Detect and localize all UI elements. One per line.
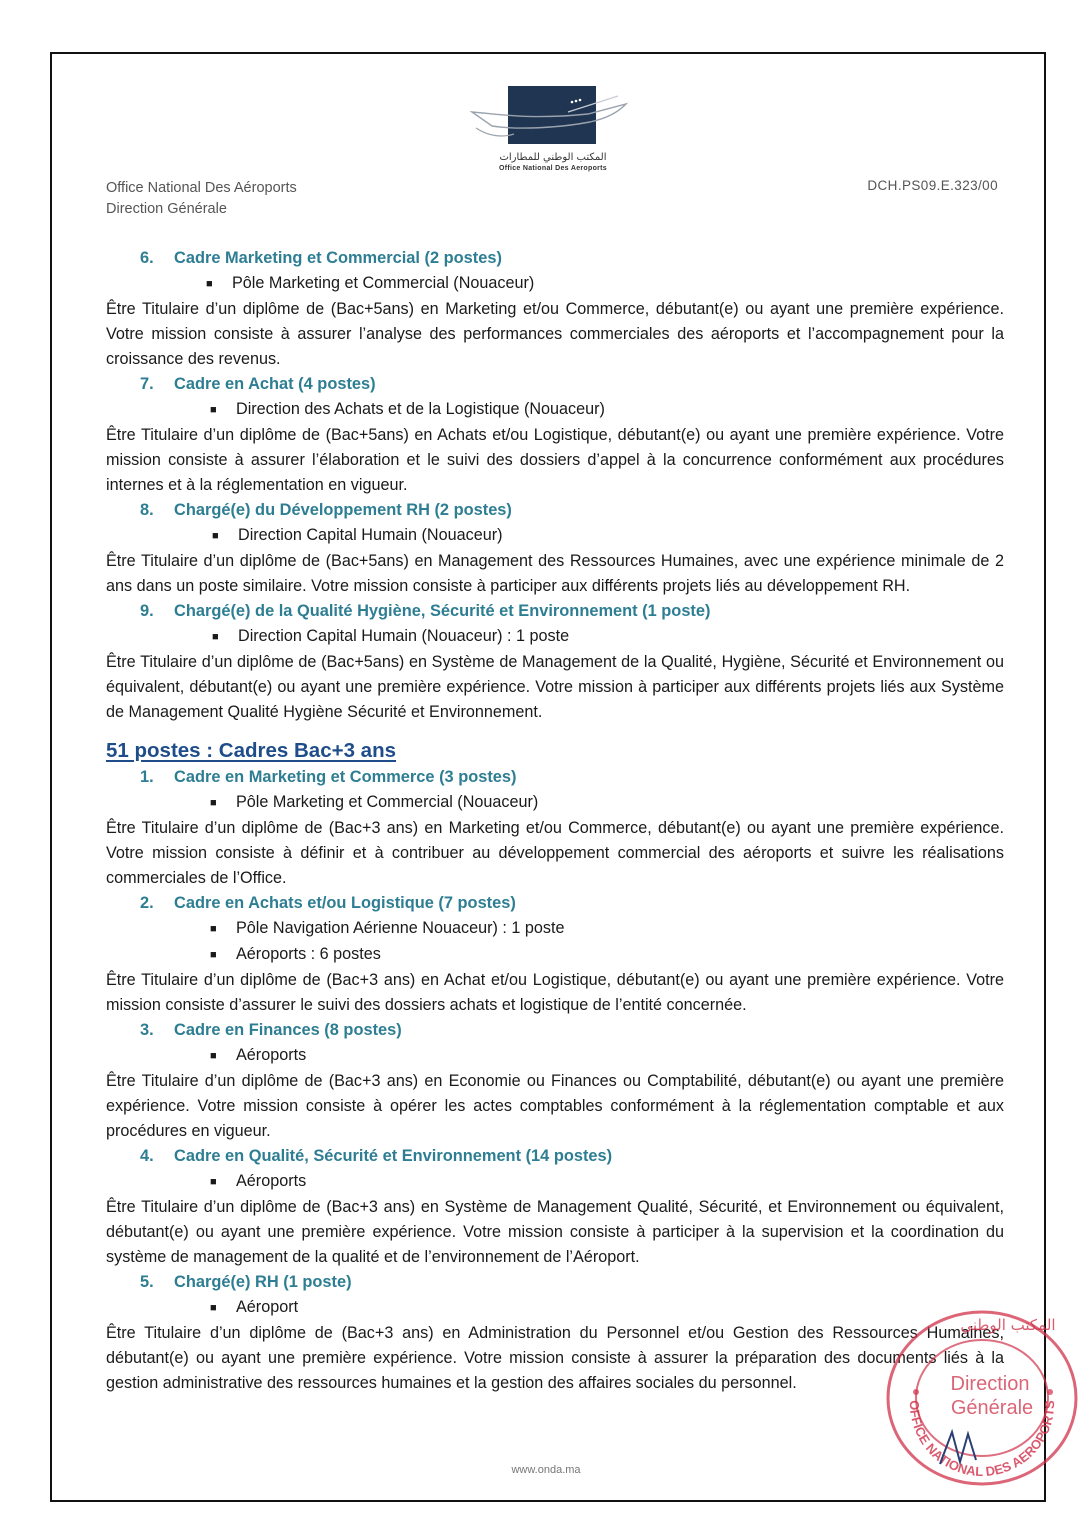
job-location: ■ Aéroports — [106, 1169, 1004, 1195]
footer-website: www.onda.ma — [511, 1464, 581, 1476]
job-description: Être Titulaire d’un diplôme de (Bac+3 ans) en Administration du Personnel et/ou Gestion des Ressources Humaines, débutant(e) ou ayant une première expérience. Votre mission consiste à assurer la préparation des documents liés à la gestion administrative des ressources humaines et la gestion des affaires sociales du personnel. — [106, 1324, 1004, 1392]
job-item — [106, 891, 1004, 1018]
stamp-star-icon — [1047, 1389, 1053, 1395]
job-description: Être Titulaire d’un diplôme de (Bac+5ans) en Marketing et/ou Commerce, débutant(e) ou ayant une première expérience. Votre mission consiste à assurer l’analyse des performances commerciales des aéroports et l’accompagnement pour la croissance des revenus. — [106, 300, 1004, 368]
section-heading: 51 postes : Cadres Bac+3 ans — [106, 739, 396, 762]
job-location: ■ Pôle Marketing et Commercial (Nouaceur) — [106, 790, 1004, 816]
bullet-icon: ■ — [210, 797, 217, 809]
job-title: 2. Cadre en Achats et/ou Logistique (7 postes) — [140, 894, 516, 912]
stamp-inner-line2: Générale — [950, 1397, 1034, 1419]
job-description: Être Titulaire d’un diplôme de (Bac+5ans) en Management des Ressources Humaines, avec une expérience minimale de 2 ans dans un poste similaire. Votre mission consiste à participer aux différents projets liés au développement RH. — [106, 552, 1004, 595]
job-location: ■ Direction Capital Humain (Nouaceur) : 1 poste — [106, 624, 1004, 650]
page-content — [106, 246, 1004, 1396]
job-description: Être Titulaire d’un diplôme de (Bac+3 ans) en Economie ou Finances ou Comptabilité, débutant(e) ou ayant une première expérience. Votre mission consiste à opérer les actes comptables conformément à la réglementation comptable et aux procédures en vigueur. — [106, 1072, 1004, 1140]
stamp-arabic-text: المكتب الوطني — [960, 1316, 1056, 1334]
stamp-inner-line1: Direction — [950, 1373, 1030, 1395]
job-description: Être Titulaire d’un diplôme de (Bac+3 ans) en Marketing et/ou Commerce, débutant(e) ou ayant une première expérience. Votre mission consiste à définir et à contribuer au développement commercial des aéroports et suivre les réalisations commerciales de l’Office. — [106, 819, 1004, 887]
document-reference: DCH.PS09.E.323/00 — [867, 178, 998, 193]
job-item — [106, 1270, 1004, 1396]
bullet-icon: ■ — [210, 1176, 217, 1188]
job-description: Être Titulaire d’un diplôme de (Bac+3 ans) en Système de Management Qualité, Sécurité, et Environnement ou équivalent, débutant(e) ou ayant une première expérience. Votre mission consiste à participer à la supervision et la coordination du système de management de la qualité et de l’environnement de l’Aéroport. — [106, 1198, 1004, 1266]
stamp-star-icon — [913, 1389, 919, 1395]
job-title: 4. Cadre en Qualité, Sécurité et Environnement (14 postes) — [140, 1147, 613, 1165]
job-title: 7. Cadre en Achat (4 postes) — [140, 375, 376, 393]
job-description: Être Titulaire d’un diplôme de (Bac+3 ans) en Achat et/ou Logistique, débutant(e) ou ayant une première expérience. Votre mission consiste d’assurer le suivi des dossiers achats et logistique de l’entité concernée. — [106, 971, 1004, 1014]
job-item — [106, 246, 1004, 372]
job-title: 1. Cadre en Marketing et Commerce (3 postes) — [140, 768, 517, 786]
org-department: Direction Générale — [106, 201, 227, 217]
job-description: Être Titulaire d’un diplôme de (Bac+5ans) en Achats et/ou Logistique, débutant(e) ou ayant une première expérience. Votre mission consiste à assurer l’élaboration et le suivi des dossiers d’appel à la concurrence conformément aux procédures internes et à la réglementation en vigueur. — [106, 426, 1004, 494]
bullet-icon: ■ — [210, 404, 217, 416]
job-item — [106, 1144, 1004, 1270]
job-item — [106, 765, 1004, 891]
job-item — [106, 498, 1004, 599]
job-title: 9. Chargé(e) de la Qualité Hygiène, Sécurité et Environnement (1 poste) — [140, 602, 711, 620]
job-location: ■ Aéroports — [106, 1043, 1004, 1069]
job-location: ■ Direction Capital Humain (Nouaceur) — [106, 523, 1004, 549]
job-title: 3. Cadre en Finances (8 postes) — [140, 1021, 402, 1039]
bullet-icon: ■ — [212, 631, 219, 643]
job-location: ■ Aéroports : 6 postes — [106, 942, 1004, 968]
airplane-logo-icon — [468, 84, 638, 154]
job-title: 5. Chargé(e) RH (1 poste) — [140, 1273, 352, 1291]
stamp-outer-text: OFFICE NATIONAL DES AEROPORTS — [906, 1400, 1058, 1480]
job-location: ■ Pôle Marketing et Commercial (Nouaceur) — [106, 271, 1004, 297]
bullet-icon: ■ — [212, 530, 219, 542]
bullet-icon: ■ — [206, 278, 213, 290]
job-item — [106, 372, 1004, 498]
job-location: ■ Pôle Navigation Aérienne Nouaceur) : 1 poste — [106, 916, 1004, 942]
job-location: ■ Direction des Achats et de la Logistique (Nouaceur) — [106, 397, 1004, 423]
bullet-icon: ■ — [210, 1302, 217, 1314]
job-title: 6. Cadre Marketing et Commercial (2 postes) — [140, 249, 502, 267]
onda-logo — [468, 84, 638, 180]
header-organization — [106, 178, 297, 220]
logo-french-text: Office National Des Aeroports — [498, 165, 607, 172]
bullet-icon: ■ — [210, 923, 217, 935]
job-item — [106, 599, 1004, 725]
job-description: Être Titulaire d’un diplôme de (Bac+5ans) en Système de Management de la Qualité, Hygiène, Sécurité et Environnement ou équivalent, débutant(e) ou ayant une première expérience. Votre mission à participer aux différents projets liés aux Système de Management Qualité Hygiène Sécurité et Environnement. — [106, 653, 1004, 721]
bullet-icon: ■ — [210, 949, 217, 961]
logo-arabic-text: المكتب الوطني للمطارات — [499, 152, 607, 163]
job-location: ■ Aéroport — [106, 1295, 1004, 1321]
bullet-icon: ■ — [210, 1050, 217, 1062]
org-name: Office National Des Aéroports — [106, 180, 297, 196]
job-item — [106, 1018, 1004, 1144]
job-title: 8. Chargé(e) du Développement RH (2 postes) — [140, 501, 512, 519]
